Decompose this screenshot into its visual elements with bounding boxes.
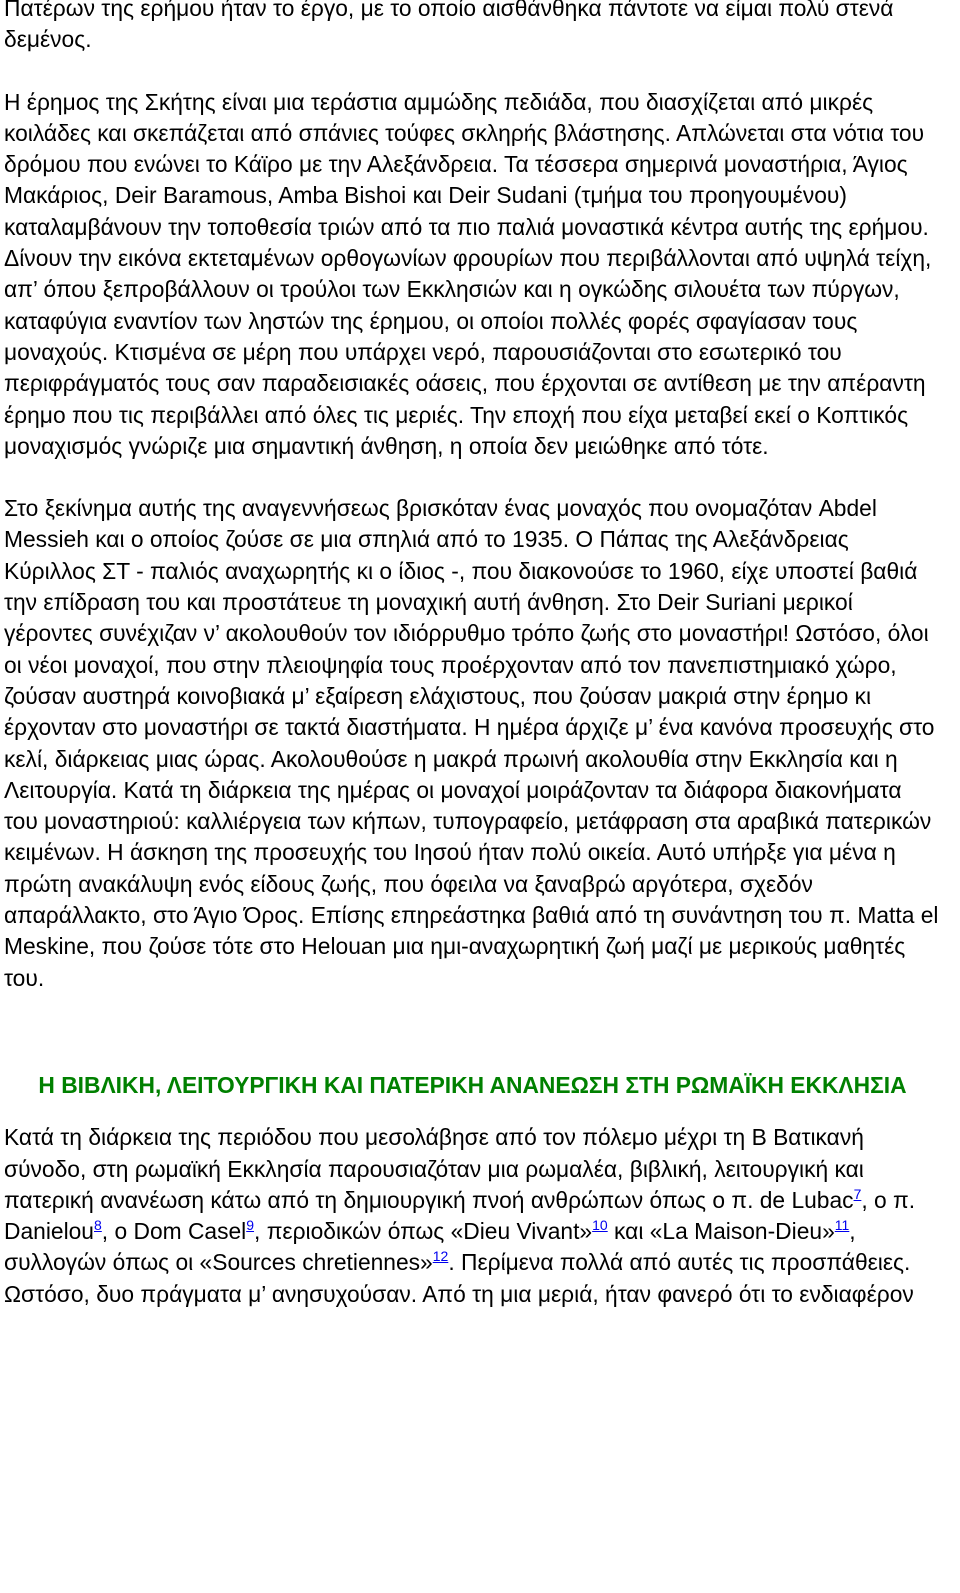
footnote-link-9[interactable]: 9 [246, 1217, 255, 1234]
paragraph-1: Πατέρων της ερήμου ήταν το έργο, με το οποίο αισθάνθηκα πάντοτε να είμαι πολύ στενά δεμένος. [4, 0, 894, 53]
paragraph-2: Η έρημος της Σκήτης είναι μια τεράστια αμμώδης πεδιάδα, που διασχίζεται από μικρές κοιλάδες και σκεπάζεται από σπάνιες τούφες σκληρής βλάστησης. Απλώνεται στα νότια του δρόμου που ενώνει το Κάϊρο με την Αλεξάνδρεια. Τα τέσσερα σημερινά μοναστήρια, Άγιος Μακάριος, Deir Baramous, Amba Bishoi και Deir Sudani (τμήμα του προηγουμένου) καταλαμβάνουν την τοποθεσία τριών από τα πιο παλιά μοναστικά κέντρα αυτής της ερήμου. Δίνουν την εικόνα εκτεταμένων ορθογωνίων φρουρίων που περιβάλλονται από υψηλά τείχη, απ’ όπου ξεπροβάλλουν οι τρούλοι των Εκκλησιών και η ογκώδης σιλουέτα των πύργων, καταφύγια εναντίον των ληστών της έρημου, οι οποίοι πολλές φορές σφαγίασαν τους μοναχούς. Κτισμένα σε μέρη που υπάρχει νερό, παρουσιάζονται στο εσωτερικό του περιφράγματός τους σαν παραδεισιακές οάσεις, που έρχονται σε αντίθεση με την απέραντη έρημο που τις περιβάλλει από όλες τις μεριές. Την εποχή που είχα μεταβεί εκεί ο Κοπτικός μοναχισμός γνώριζε μια σημαντική άνθηση, η οποία δεν μειώθηκε από τότε. [4, 88, 932, 459]
paragraph-4-text-3: , ο Dom Casel [101, 1218, 247, 1245]
paragraph-4-text-1: Κατά τη διάρκεια της περιόδου που μεσολάβησε από τον πόλεμο μέχρι τη Β Βατικανή σύνοδο, στη ρωμαϊκή Εκκλησία παρουσιαζόταν μια ρωμαλέα, βιβλική, λειτουργική και πατερική ανανέωση κάτω από τη δημιουργική πνοή ανθρώπων όπως ο π. de Lubac [4, 1124, 864, 1213]
section-heading: Η ΒΙΒΛΙΚΗ, ΛΕΙΤΟΥΡΓΙΚΗ ΚΑΙ ΠΑΤΕΡΙΚΗ ΑΝΑΝΕΩΣΗ ΣΤΗ ΡΩΜΑΪΚΗ ΕΚΚΛΗΣΙΑ [38, 1071, 907, 1098]
footnote-link-12[interactable]: 12 [432, 1248, 449, 1265]
footnote-link-8[interactable]: 8 [94, 1217, 102, 1234]
footnote-link-7[interactable]: 7 [853, 1185, 862, 1202]
paragraph-4-text-6: , συλλογών όπως οι «Sources chretiennes» [4, 1218, 856, 1276]
paragraph-4-text-5: και «La Maison-Dieu» [607, 1218, 835, 1245]
footnote-link-10[interactable]: 10 [592, 1217, 608, 1234]
footnote-link-11[interactable]: 11 [834, 1217, 850, 1234]
paragraph-4-text-2: , ο π. Danielou [4, 1186, 916, 1245]
paragraph-4-text-4: , περιοδικών όπως «Dieu Vivant» [254, 1218, 593, 1245]
paragraph-4-text-7: . Περίμενα πολλά από αυτές τις προσπάθειες. Ωστόσο, δυο πράγματα μ’ ανησυχούσαν. Από τη μια μεριά, ήταν φανερό ότι το ενδιαφέρον [4, 1249, 914, 1307]
paragraph-4 [4, 1122, 941, 1310]
document-page [4, 0, 941, 1310]
section-spacer [4, 994, 941, 1070]
paragraph-3: Στο ξεκίνημα αυτής της αναγεννήσεως βρισκόταν ένας μοναχός που ονομαζόταν Abdel Messieh και ο οποίος ζούσε σε μια σπηλιά από το 1935. Ο Πάπας της Αλεξάνδρειας Κύριλλος ΣΤ - παλιός αναχωρητής κι ο ίδιος -, που διακονούσε το 1960, είχε υποστεί βαθιά την επίδραση του και προστάτευε τη μοναχική αυτή άνθηση. Στο Deir Suriani μερικοί γέροντες συνέχιζαν ν’ ακολουθούν τον ιδιόρρυθμο τρόπο ζωής στο μοναστήρι! Ωστόσο, όλοι οι νέοι μοναχοί, που στην πλειοψηφία τους προέρχονταν από τον πανεπιστημιακό χώρο, ζούσαν αυστηρά κοινοβιακά μ’ εξαίρεση ελάχιστους, που ζούσαν μακριά στην έρημο κι έρχονταν στο μοναστήρι σε τακτά διαστήματα. Η ημέρα άρχιζε μ’ ένα κανόνα προσευχής στο κελί, διάρκειας μιας ώρας. Ακολουθούσε η μακρά πρωινή ακολουθία στην Εκκλησία και η Λειτουργία. Κατά τη διάρκεια της ημέρας οι μοναχοί μοιράζονταν τα διάφορα διακονήματα του μοναστηριού: καλλιέργεια των κήπων, τυπογραφείο, μετάφραση στα αραβικά πατερικών κειμένων. Η άσκηση της προσευχής του Ιησού ήταν πολύ οικεία. Αυτό υπήρξε για μένα η πρώτη ανακάλυψη ενός είδους ζωής, που όφειλα να ξαναβρώ αργότερα, σχεδόν απαράλλακτο, στο Άγιο Όρος. Επίσης επηρεάστηκα βαθιά από τη συνάντηση του π. Matta el Meskine, που ζούσε τότε στο Helouan μια ημι-αναχωρητική ζωή μαζί με μερικούς μαθητές του. [4, 495, 939, 991]
